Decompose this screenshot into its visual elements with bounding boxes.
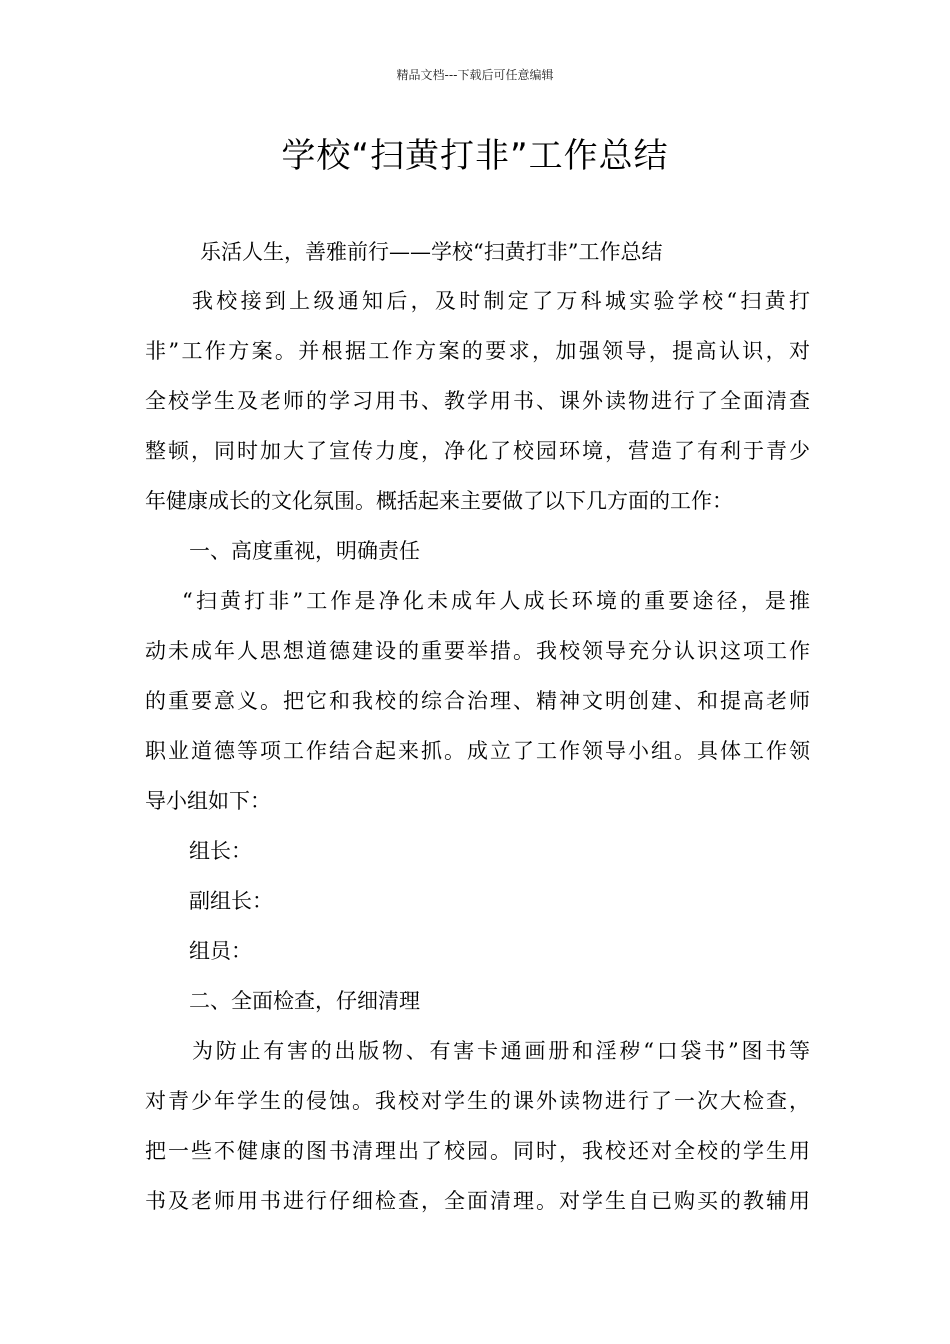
paragraph-line: 导小组如下：: [145, 789, 271, 813]
paragraph-line: 全校学生及老师的学习用书、教学用书、课外读物进行了全面清查: [145, 389, 810, 413]
paragraph-line: 的重要意义。把它和我校的综合治理、精神文明创建、和提高老师: [145, 689, 810, 713]
header-note: 精品文档---下载后可任意编辑: [396, 68, 554, 82]
paragraph-line: 我校接到上级通知后，及时制定了万科城实验学校“扫黄打: [192, 289, 810, 313]
paragraph-line: 动未成年人思想道德建设的重要举措。我校领导充分认识这项工作: [145, 639, 810, 663]
paragraph-line: 非”工作方案。并根据工作方案的要求，加强领导，提高认识，对: [145, 339, 810, 363]
group-member-label: 组员：: [189, 939, 252, 963]
paragraph-line: “扫黄打非”工作是净化未成年人成长环境的重要途径，是推: [182, 589, 810, 613]
paragraph-line: 年健康成长的文化氛围。概括起来主要做了以下几方面的工作：: [145, 489, 733, 513]
paragraph-line: 整顿，同时加大了宣传力度，净化了校园环境，营造了有利于青少: [145, 439, 810, 463]
paragraph-line: 职业道德等项工作结合起来抓。成立了工作领导小组。具体工作领: [145, 739, 810, 763]
group-leader-label: 组长：: [189, 839, 252, 863]
section-heading: 二、全面检查，仔细清理: [189, 989, 420, 1013]
section-heading: 一、高度重视，明确责任: [189, 539, 420, 563]
document-title: 学校“扫黄打非”工作总结: [281, 136, 669, 176]
paragraph-line: 书及老师用书进行仔细检查，全面清理。对学生自已购买的教辅用: [145, 1189, 810, 1213]
paragraph-line: 为防止有害的出版物、有害卡通画册和淫秽“口袋书”图书等: [192, 1039, 810, 1063]
subtitle-line: 乐活人生，善雅前行——学校“扫黄打非”工作总结: [200, 240, 663, 264]
paragraph-line: 对青少年学生的侵蚀。我校对学生的课外读物进行了一次大检查，: [145, 1089, 810, 1113]
deputy-leader-label: 副组长：: [189, 889, 273, 913]
paragraph-line: 把一些不健康的图书清理出了校园。同时，我校还对全校的学生用: [145, 1139, 810, 1163]
